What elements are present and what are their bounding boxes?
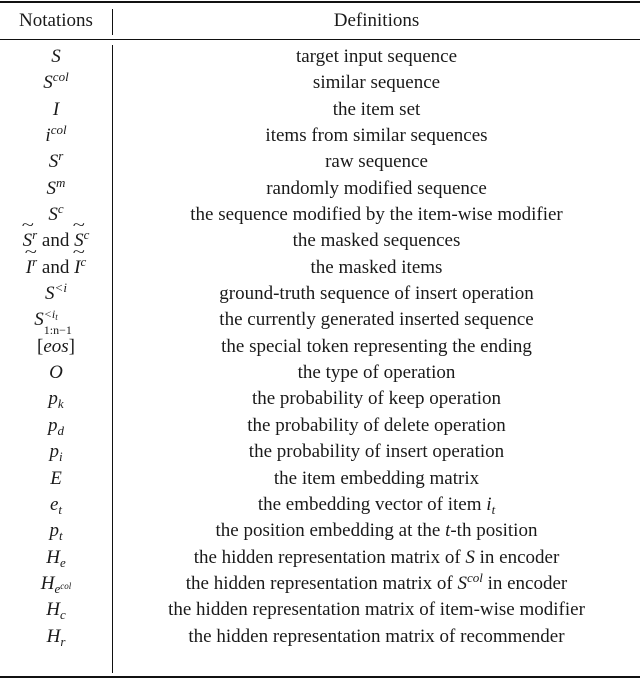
table-row (0, 545, 640, 571)
definition-cell: the type of operation (297, 362, 456, 384)
notation-cell: $S^{<i}$ (45, 280, 67, 305)
notation-cell: $p_i$ (49, 441, 63, 465)
body-column-divider (112, 45, 113, 673)
header-column-divider (112, 9, 113, 35)
definition-cell: the position embedding at the t-th position (215, 520, 538, 542)
table-row (0, 123, 640, 149)
header-notations: Notations (19, 10, 93, 31)
notation-cell: ~ $S^r$ and ~ $S^c$ (0, 228, 112, 254)
table-row (0, 255, 640, 281)
table-row (0, 439, 640, 465)
notation-cell: $S^c$ (48, 201, 64, 226)
header-rule (0, 39, 640, 40)
table-row (0, 466, 640, 492)
header-definitions: Definitions (333, 10, 420, 31)
notation-cell: $H_c$ (46, 599, 66, 623)
table-row (0, 413, 640, 439)
table-row (0, 518, 640, 544)
definition-cell: the currently generated inserted sequence (219, 309, 534, 331)
definition-cell: the sequence modified by the item-wise modifier (190, 204, 563, 226)
notation-cell: $i^{col}$ (45, 122, 67, 147)
table-row (0, 149, 640, 175)
definition-cell: ground-truth sequence of insert operation (219, 283, 534, 305)
table-row (0, 492, 640, 518)
table-row (0, 228, 640, 254)
definition-cell: the masked items (310, 256, 443, 278)
notation-cell: E (50, 467, 62, 489)
notation-cell: $S^{col}$ (43, 69, 69, 94)
notation-cell: $H_e$ (46, 546, 66, 570)
definition-cell: the probability of delete operation (247, 414, 506, 436)
notation-cell: $p_d$ (48, 414, 64, 438)
definition-cell: the probability of insert operation (248, 441, 505, 463)
table-row (0, 571, 640, 597)
table-row (0, 176, 640, 202)
notation-cell: ~ $I^r$ and ~ $I^c$ (0, 255, 112, 281)
table-row (0, 44, 640, 70)
table-row (0, 597, 640, 623)
top-rule (0, 1, 640, 3)
definition-cell: the embedding vector of item $i_t$ (257, 493, 496, 517)
definition-cell: the hidden representation matrix of recommender (188, 625, 565, 647)
notation-cell: $S^m$ (46, 174, 66, 199)
definition-cell: target input sequence (295, 46, 458, 67)
definition-cell: the hidden representation matrix of item-wise modifier (168, 599, 585, 621)
table-row (0, 334, 640, 360)
table-row (0, 307, 640, 338)
notation-cell: $H_r$ (46, 625, 66, 649)
definition-cell: the masked sequences (292, 230, 461, 252)
definition-cell: the special token representing the ending (221, 335, 532, 357)
notation-cell: $e_t$ (49, 493, 63, 517)
notation-cell: [eos] (37, 335, 75, 357)
definition-cell: the probability of keep operation (251, 388, 502, 410)
definition-cell: the item set (332, 98, 421, 120)
table-row (0, 202, 640, 228)
definition-cell: similar sequence (312, 72, 441, 94)
notation-cell: $H_{e^{col}}$ (40, 572, 72, 596)
notation-cell: $p_t$ (49, 520, 63, 544)
table-header (0, 4, 640, 38)
bottom-rule (0, 676, 640, 678)
notation-cell: I (52, 98, 60, 120)
definition-cell: raw sequence (325, 151, 428, 173)
notation-cell: $S^r$ (48, 148, 64, 173)
notation-cell: S (51, 46, 61, 67)
table-row (0, 97, 640, 123)
table-row (0, 624, 640, 650)
definition-cell: the hidden representation matrix of S in encoder (193, 546, 560, 568)
table-row (0, 360, 640, 386)
definition-cell: the item embedding matrix (273, 467, 480, 489)
notation-cell: $p_k$ (48, 388, 64, 412)
notation-cell: S $<i_t$ 1:n−1 (34, 307, 72, 338)
table-row (0, 281, 640, 307)
notation-cell: O (49, 362, 63, 384)
table-row (0, 70, 640, 96)
table-body (0, 44, 640, 650)
table-row (0, 386, 640, 412)
definition-cell: items from similar sequences (265, 125, 488, 147)
definition-cell: randomly modified sequence (266, 177, 487, 199)
definition-cell: the hidden representation matrix of $S^{col}$ in encoder (185, 569, 568, 594)
